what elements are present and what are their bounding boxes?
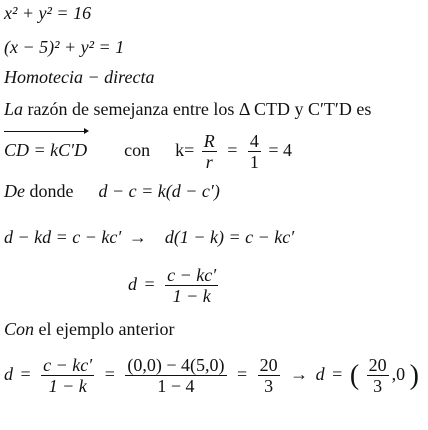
final-equation: d = $\frac{c - kc'}{1 - k}$ = $\frac{(0,0) - 4(5,0)}{1 - 4}$ = $\frac{20}{3}$ → d = ( $\frac{20}{3}$ ,0 ): [4, 355, 419, 397]
final-fraction-2: $\frac{(0,0) - 4(5,0)}{1 - 4}$: [127, 355, 225, 397]
equation-circle-1: x² + y² = 16: [4, 3, 92, 23]
cd-equation: CD = kC′D con k= $\frac{R}{r}$ = $\frac{4}{1}$ = 4: [4, 131, 293, 173]
razon-semejanza-text: La razón de semejanza entre los Δ CTD y C′T′D es: [4, 99, 372, 119]
final-fraction-3: $\frac{20}{3}$: [259, 355, 278, 397]
de-donde-equation: De donde d − c = k(d − c′): [4, 181, 220, 201]
equation-circle-2: (x − 5)² + y² = 1: [4, 37, 125, 57]
fraction-d: $\frac{c - kc'}{1 - k}$: [167, 265, 217, 307]
d-kd-equation: d − kd = c − kc′ → d(1 − k) = c − kc′: [4, 227, 295, 247]
d-fraction-equation: d = $\frac{c - kc'}{1 - k}$: [128, 265, 217, 307]
final-vector-fraction: $\frac{20}{3}$: [368, 355, 387, 397]
ejemplo-anterior-text: Con el ejemplo anterior: [4, 319, 175, 339]
fraction-R-r: $\frac{R}{r}$: [203, 131, 215, 173]
fraction-4-1: $\frac{4}{1}$: [249, 131, 259, 173]
final-fraction-1: $\frac{c - kc'}{1 - k}$: [43, 355, 93, 397]
homotecia-label: Homotecia − directa: [4, 67, 155, 87]
